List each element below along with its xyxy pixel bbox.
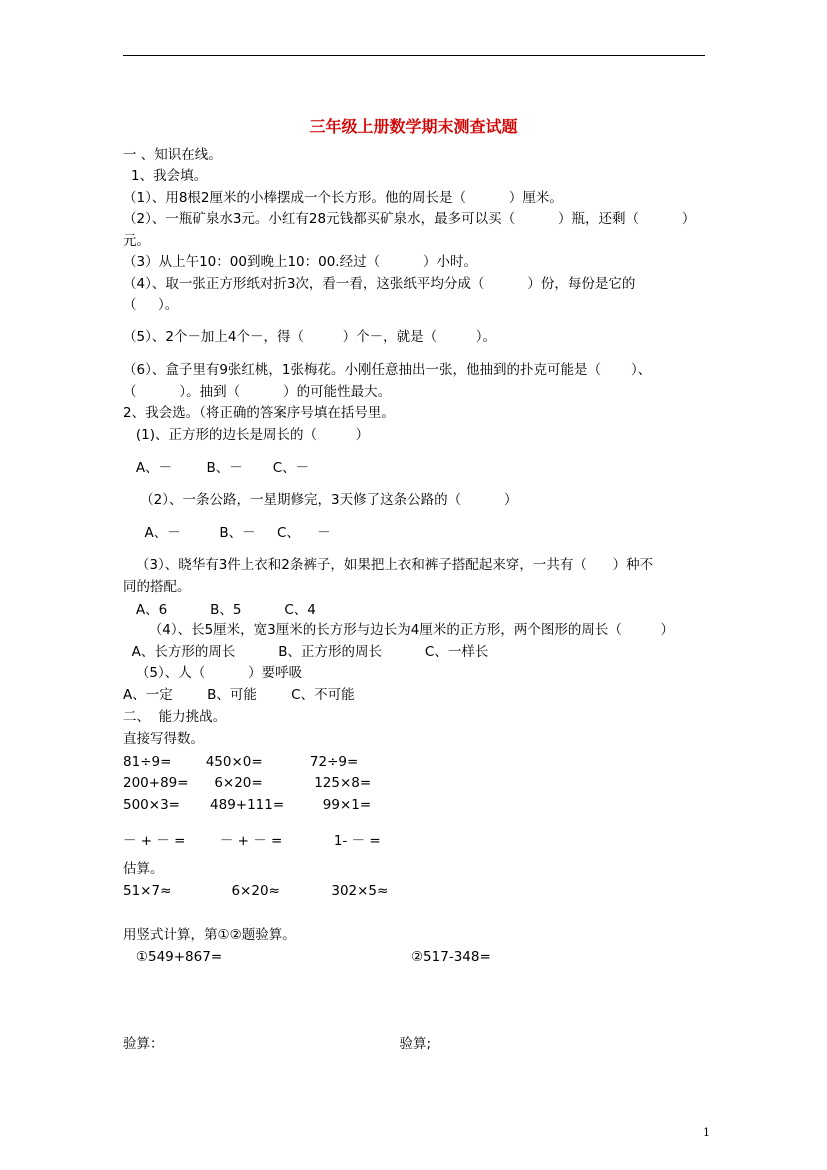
arithmetic-row: 500×3= 489+111= 99×1= [123,797,372,813]
section-heading: 二、 能力挑战。 [123,709,227,725]
answer-options: A、长方形的周长 B、正方形的周长 C、一样长 [123,644,489,660]
question-line: （1）、用8根2厘米的小棒摆成一个长方形。他的周长是（ ）厘米。 [123,190,563,206]
arithmetic-row: 81÷9= 450×0= 72÷9= [123,754,359,770]
question-line: 元。 [123,233,150,249]
answer-options: A、－ B、－ C、－ [123,460,310,476]
arithmetic-row: ①549+867= ②517-348= [123,949,491,965]
question-line: （6）、盒子里有9张红桃，1张梅花。小刚任意抽出一张，他抽到的扑克可能是（ ）、 [123,362,652,378]
question-line: （3）、晓华有3件上衣和2条裤子，如果把上衣和裤子搭配起来穿，一共有（ ）种不 [123,557,654,573]
answer-options: A、6 B、5 C、4 [123,602,316,618]
arithmetic-row: － + － = － + － = 1- － = [123,833,381,849]
subsection-heading: 直接写得数。 [123,731,204,747]
subsection-heading: 1、我会填。 [131,168,208,184]
question-line: （5）、2个－加上4个－，得（ ）个－，就是（ ）。 [123,329,497,345]
question-line: （ ）。抽到（ ）的可能性最大。 [123,384,392,400]
subsection-heading: 2、我会选。（将正确的答案序号填在括号里。 [123,405,395,421]
section-heading: 一 、知识在线。 [123,147,222,163]
question-line: （ ）。 [123,297,179,313]
answer-options: A、－ B、－ C、 － [123,525,331,541]
question-line: （4）、取一张正方形纸对折3次，看一看，这张纸平均分成（ ）份，每份是它的 [123,276,636,292]
question-line: （2）、一瓶矿泉水3元。小红有28元钱都买矿泉水，最多可以买（ ）瓶，还剩（ ） [123,211,696,227]
answer-options: A、一定 B、可能 C、不可能 [123,687,355,703]
question-line: （5）、人（ ）要呼吸 [123,665,303,681]
question-line: (1)、正方形的边长是周长的（ ） [123,427,370,443]
arithmetic-row: 51×7≈ 6×20≈ 302×5≈ [123,883,389,899]
header-rule [123,55,705,56]
page-title: 三年级上册数学期末测查试题 [309,117,518,136]
question-line: （4）、长5厘米，宽3厘米的长方形与边长为4厘米的正方形，两个图形的周长（ ） [123,622,674,638]
question-line: 同的搭配。 [123,579,191,595]
arithmetic-row: 200+89= 6×20= 125×8= [123,775,372,791]
verification-row: 验算： 验算; [123,1036,432,1052]
question-line: （2）、一条公路，一星期修完，3天修了这条公路的（ ） [123,492,518,508]
page-number: 1 [703,1126,710,1139]
subsection-heading: 用竖式计算，第①②题验算。 [123,927,296,943]
question-line: （3）从上午10：00到晚上10：00.经过（ ）小时。 [123,254,478,270]
subsection-heading: 估算。 [123,861,164,877]
